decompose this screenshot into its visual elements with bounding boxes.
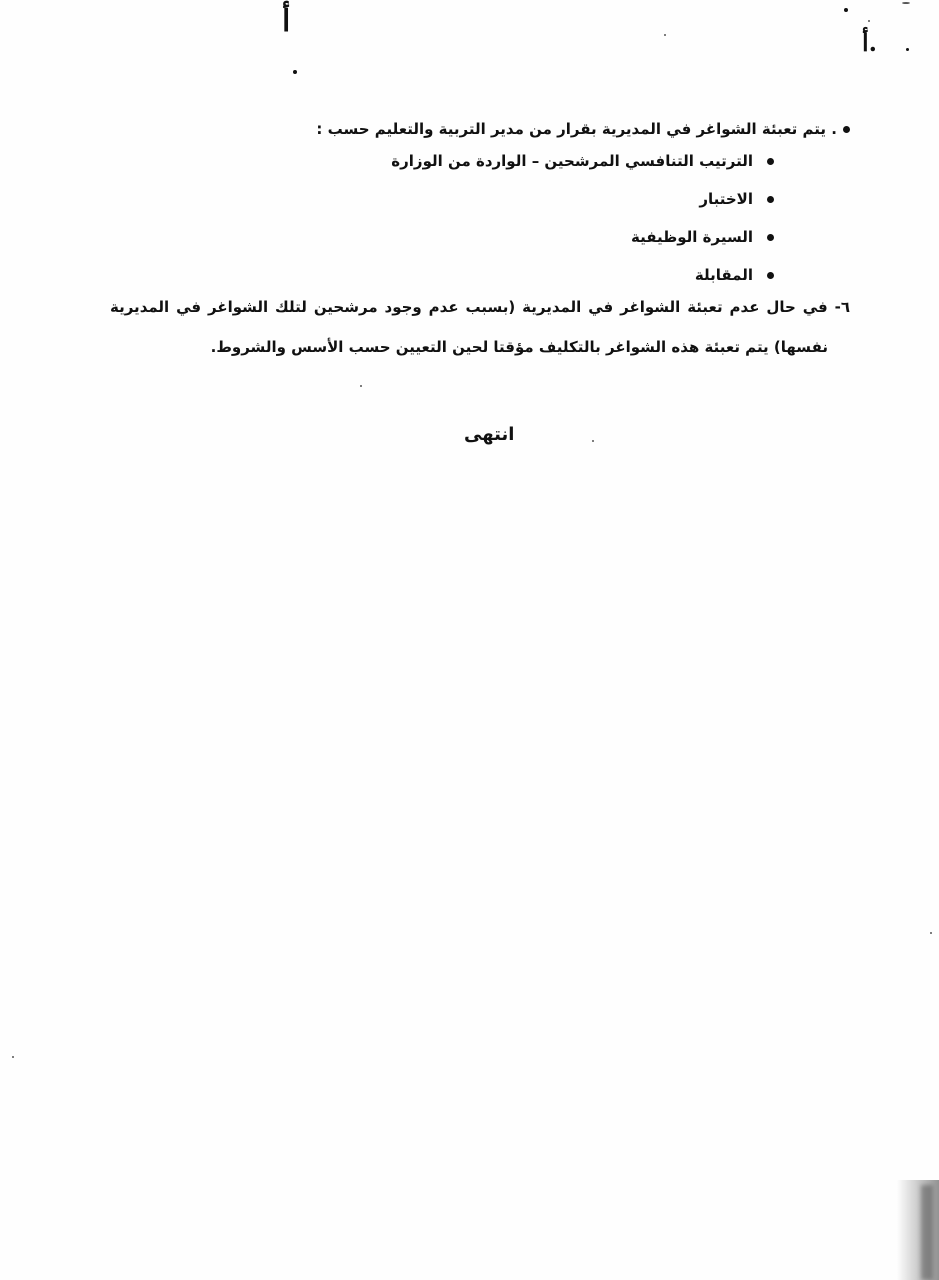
ink-dot [906,48,909,51]
intro-text: يتم تعبئة الشواغر في المديرية بقرار من مدير التربية والتعليم حسب : [316,120,827,138]
bullet-icon [843,126,850,133]
scan-speck [930,932,932,934]
scan-speck [592,440,594,442]
scan-speck [360,385,362,387]
document-end-label: انتهى [464,424,515,445]
criteria-label: المقابلة [694,266,753,284]
scan-speck [902,2,910,4]
scan-speck [868,20,870,22]
ink-dot [293,70,297,74]
criteria-label: الترتيب التنافسي المرشحين – الواردة من الوزارة [391,152,753,170]
scan-edge-shadow [921,1185,933,1280]
clause-6 [110,296,850,358]
scan-speck [12,1056,14,1058]
bullet-icon [767,158,774,165]
intro-prefix: . [831,120,837,138]
list-item [391,188,774,226]
bullet-icon [767,234,774,241]
bullet-icon [767,272,774,279]
clause-6-line-2: نفسها) يتم تعبئة هذه الشواغر بالتكليف مؤقتا لحين التعيين حسب الأسس والشروط. [210,338,828,356]
criteria-label: السيرة الوظيفية [630,228,753,246]
handwritten-mark-right: أ. [862,28,878,57]
scan-speck [664,34,666,36]
list-item [391,226,774,264]
ink-dot [844,8,848,12]
handwritten-mark-left: أ [282,4,291,39]
intro-line [316,118,850,140]
criteria-list [391,150,774,302]
criteria-label: الاختبار [699,190,753,208]
clause-6-line-1: ٦- في حال عدم تعبئة الشواغر في المديرية (بسبب عدم وجود مرشحين لتلك الشواغر في المديرية [110,298,850,316]
list-item [391,150,774,188]
bullet-icon [767,196,774,203]
